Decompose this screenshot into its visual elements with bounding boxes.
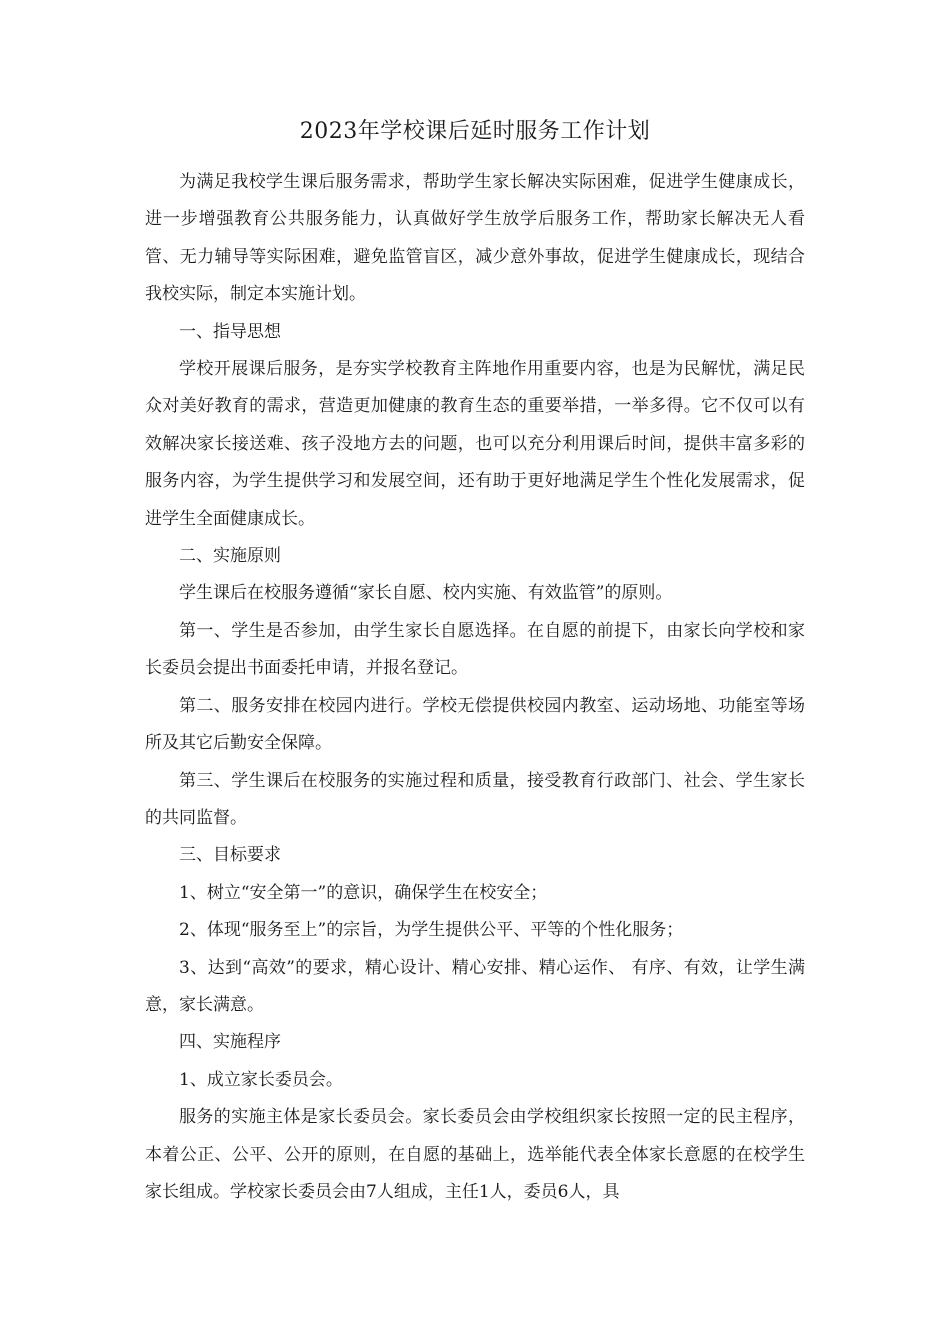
document-title: 2023年学校课后延时服务工作计划: [299, 119, 651, 144]
goal-item-2: 2、体现“服务至上”的宗旨，为学生提供公平、平等的个性化服务；: [179, 920, 684, 941]
goal-item-3: 3、达到“高效”的要求，精心设计、精心安排、精心运作、 有序、有效，让学生满意，家长满意。: [145, 957, 805, 1015]
section-heading-procedure: 四、实施程序: [179, 1032, 281, 1053]
goal-item-1: 1、树立“安全第一”的意识，确保学生在校安全；: [179, 882, 548, 903]
section-heading-guiding-ideology: 一、指导思想: [179, 321, 281, 342]
principle-first-paragraph: 第一、学生是否参加，由学生家长自愿选择。在自愿的前提下，由家长向学校和家长委员会提出书面委托申请，并报名登记。: [145, 620, 805, 679]
guiding-ideology-paragraph: 学校开展课后服务，是夯实学校教育主阵地作用重要内容，也是为民解忧，满足民众对美好教育的需求，营造更加健康的教育生态的重要举措，一举多得。它不仅可以有效解决家长接送难、孩子没地方去的问题，也可以充分利用课后时间，提供丰富多彩的服务内容，为学生提供学习和发展空间，还有助于更好地满足学生个性化发展需求，促进学生全面健康成长。: [145, 359, 805, 529]
principles-summary-paragraph: 学生课后在校服务遵循“家长自愿、校内实施、有效监管”的原则。: [179, 583, 673, 604]
principle-second-paragraph: 第二、服务安排在校园内进行。学校无偿提供校园内教室、运动场地、功能室等场所及其它后勤安全保障。: [145, 695, 805, 754]
intro-paragraph: 为满足我校学生课后服务需求，帮助学生家长解决实际困难，促进学生健康成长，进一步增强教育公共服务能力，认真做好学生放学后服务工作，帮助家长解决无人看管、无力辅导等实际困难，避免监管盲区，减少意外事故，促进学生健康成长，现结合我校实际，制定本实施计划。: [145, 172, 805, 305]
principle-third-paragraph: 第三、学生课后在校服务的实施过程和质量，接受教育行政部门、社会、学生家长的共同监督。: [145, 770, 805, 828]
section-heading-goals: 三、目标要求: [179, 845, 281, 866]
section-heading-principles: 二、实施原则: [179, 546, 281, 567]
document-body: [145, 164, 805, 1211]
procedure-item-1: 1、成立家长委员会。: [179, 1069, 343, 1090]
parent-committee-paragraph: 服务的实施主体是家长委员会。家长委员会由学校组织家长按照一定的民主程序，本着公正、公平、公开的原则，在自愿的基础上，选举能代表全体家长意愿的在校学生家长组成。学校家长委员会由7人组成，主任1人，委员6人，具: [145, 1107, 805, 1202]
